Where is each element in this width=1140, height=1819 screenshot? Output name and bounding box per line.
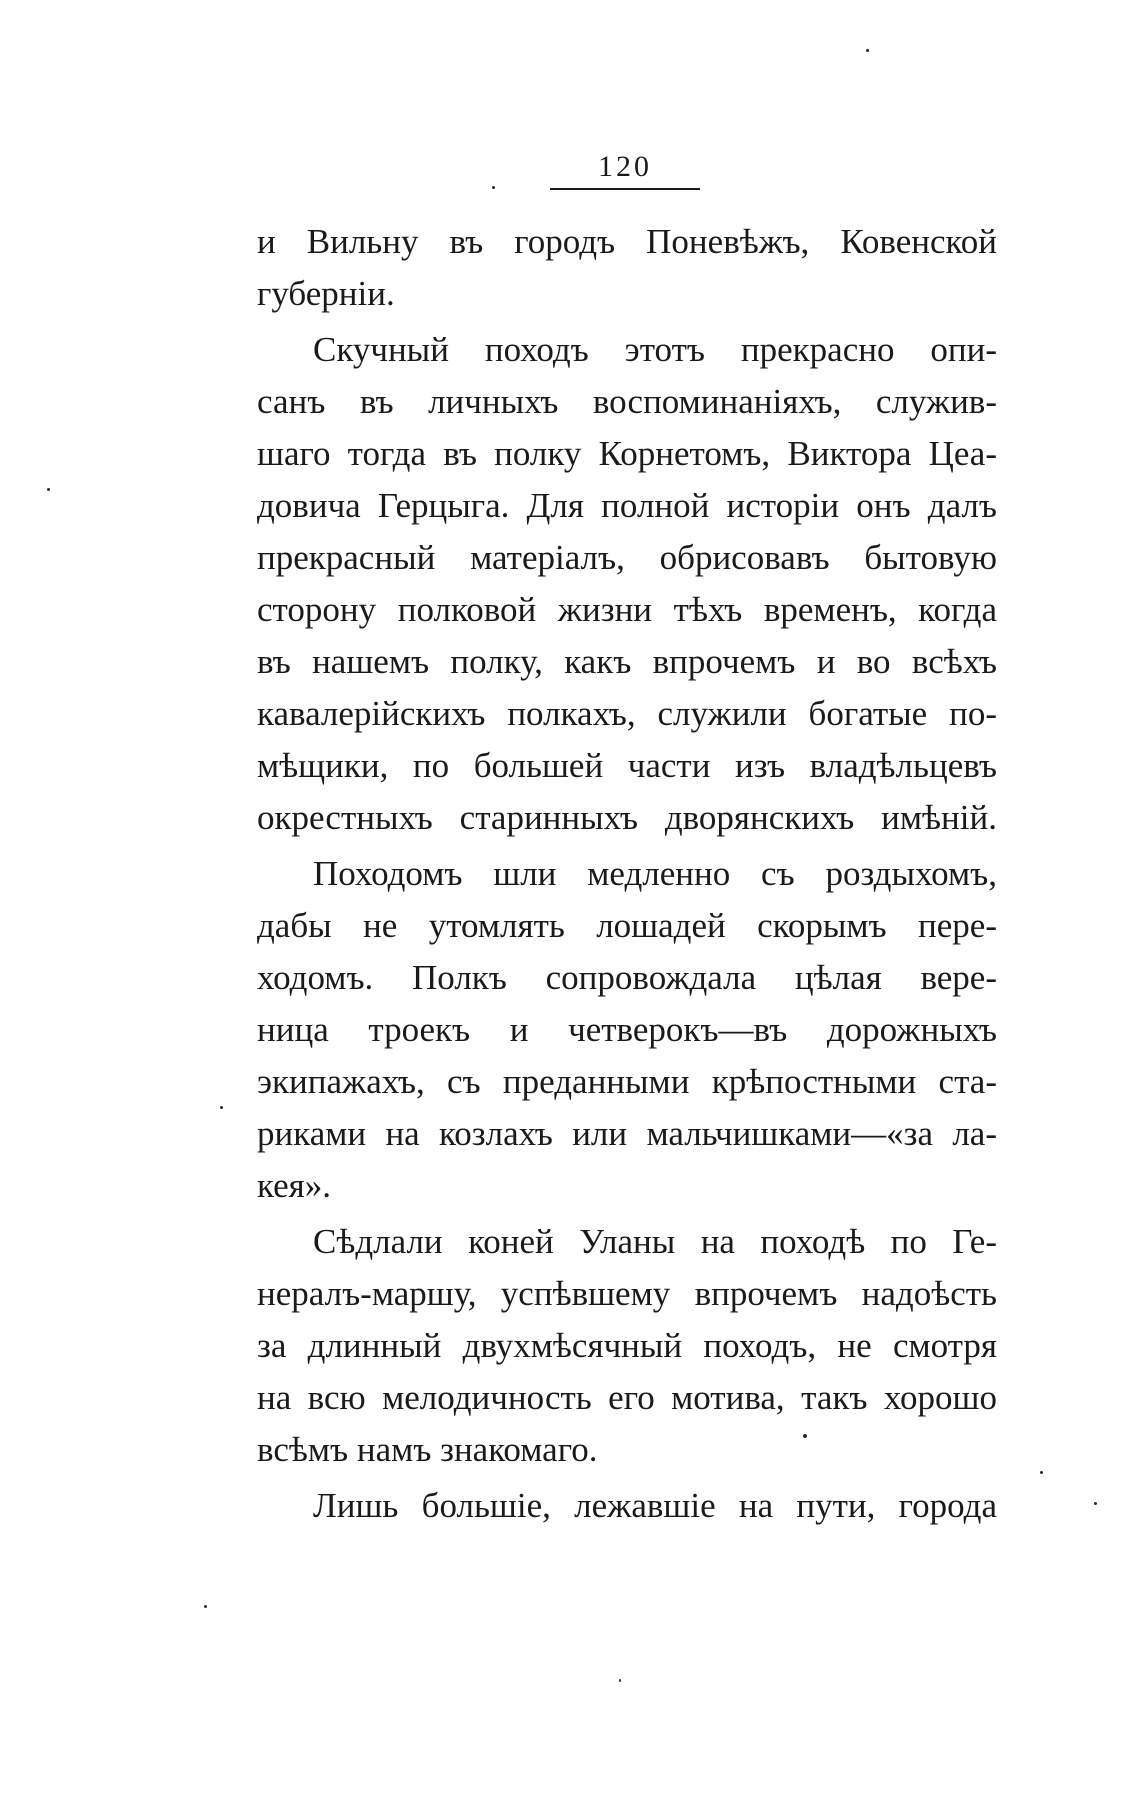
text-line: ница троекъ и четверокъ—въ дорожныхъ [257,1010,997,1049]
scan-speck [866,49,869,52]
text-line: всѣмъ намъ знакомаго. [257,1430,598,1469]
text-line: и Вильну въ городъ Поневѣжъ, Ковенской [257,222,997,261]
text-line: кея». [257,1166,332,1205]
body-text [257,216,997,1532]
scan-speck [619,1679,621,1682]
text-line: сторону полковой жизни тѣхъ временъ, когда [257,590,997,629]
text-line: Походомъ шли медленно съ роздыхомъ, [313,854,997,893]
scan-speck [803,1434,807,1438]
text-line: кавалерійскихъ полкахъ, служили богатые по- [257,694,997,733]
text-line: Сѣдлали коней Уланы на походѣ по Ге- [313,1222,997,1261]
scan-speck [492,186,495,189]
scan-speck [47,488,50,491]
text-line: ходомъ. Полкъ сопровождала цѣлая вере- [257,958,997,997]
text-line: шаго тогда въ полку Корнетомъ, Виктора Цеа- [257,434,997,473]
text-line: риками на козлахъ или мальчишками—«за ла- [257,1114,997,1153]
text-line: довича Герцыга. Для полной исторіи онъ далъ [257,486,997,525]
page-header [550,150,700,190]
text-line: Скучный походъ этотъ прекрасно опи- [313,330,997,369]
text-line: прекрасный матеріалъ, обрисовавъ бытовую [257,538,997,577]
text-line: за длинный двухмѣсячный походъ, не смотря [257,1326,997,1365]
text-line: Лишь большіе, лежавшіе на пути, города [313,1486,997,1525]
text-line: экипажахъ, съ преданными крѣпостными ста- [257,1062,997,1101]
text-line: на всю мелодичность его мотива, такъ хорошо [257,1378,997,1417]
text-line: губерніи. [257,274,395,313]
page-number: 120 [598,150,652,183]
text-line: мѣщики, по большей части изъ владѣльцевъ [257,746,997,785]
scan-speck [1094,1502,1097,1505]
scan-speck [204,1605,207,1608]
text-line: окрестныхъ старинныхъ дворянскихъ имѣній. [257,798,997,837]
header-rule [550,188,700,190]
text-line: нералъ-маршу, успѣвшему впрочемъ надоѣсть [257,1274,997,1313]
text-line: санъ въ личныхъ воспоминаніяхъ, служив- [257,382,997,421]
text-line: въ нашемъ полку, какъ впрочемъ и во всѣхъ [257,642,997,681]
text-line: дабы не утомлять лошадей скорымъ пере- [257,906,997,945]
scan-speck [1040,1471,1043,1474]
scan-speck [220,1106,223,1109]
